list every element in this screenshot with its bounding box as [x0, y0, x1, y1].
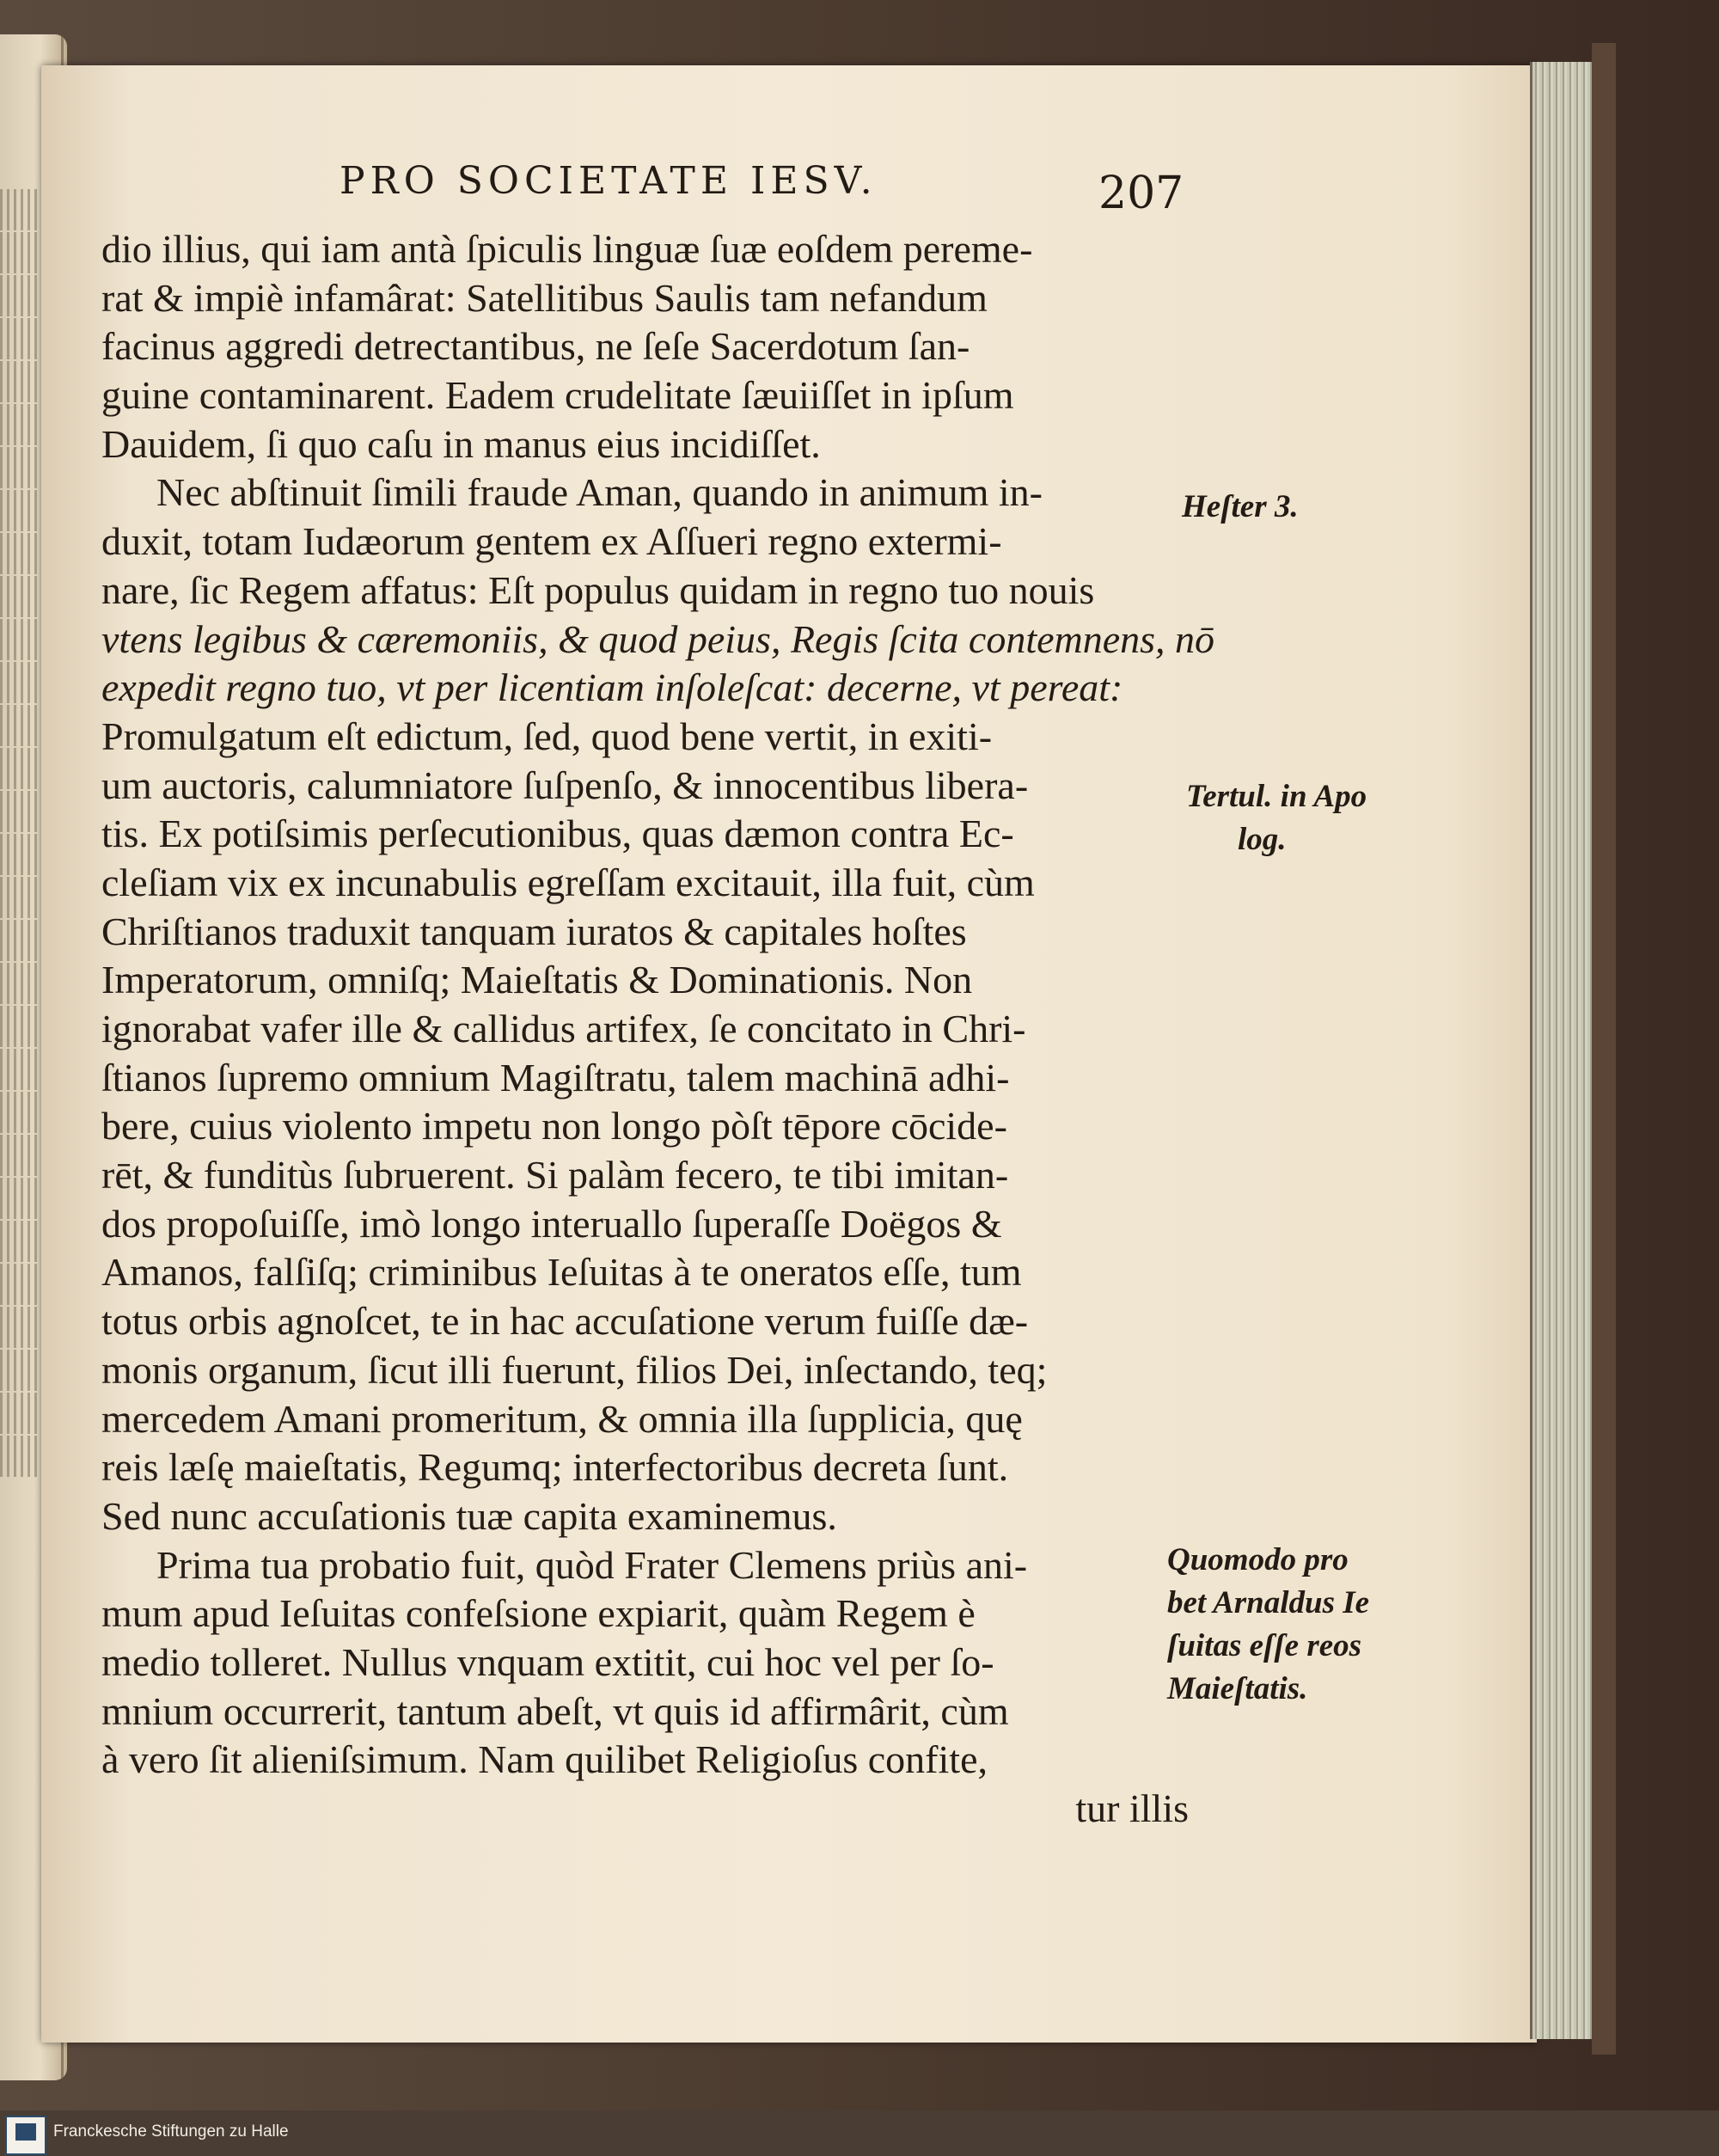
marginal-note-line: Tertul. in Apo — [1186, 779, 1367, 814]
text-line: dio illius, qui iam antà ſpiculis linguæ ſuæ eoſdem pereme- — [101, 227, 1033, 271]
text-line: Amanos, falſiſq; criminibus Ieſuitas à te oneratos eſſe, tum — [101, 1250, 1022, 1295]
text-line: medio tolleret. Nullus vnquam extitit, cui hoc vel per ſo- — [101, 1639, 994, 1684]
catchword: tur illis — [1075, 1786, 1189, 1830]
text-line: rat & impiè infamârat: Satellitibus Saulis tam nefandum — [101, 275, 988, 320]
text-line: vtens legibus & cæremoniis, & quod peius, Regis ſcita contemnens, nō — [101, 616, 1215, 661]
marginal-note-line: Quomodo pro — [1167, 1542, 1349, 1577]
marginal-note — [1167, 1539, 1369, 1711]
main-text-block — [101, 225, 1215, 1834]
marginal-note — [1182, 486, 1299, 529]
text-line: ignorabat vafer ille & callidus artifex, ſe concitato in Chri- — [101, 1007, 1026, 1050]
text-line: guine contaminarent. Eadem crudelitate ſæuiiſſet in ipſum — [101, 373, 1014, 418]
text-line: expedit regno tuo, vt per licentiam inſoleſcat: decerne, vt pereat: — [101, 665, 1123, 710]
foundation-logo-icon — [5, 2116, 46, 2155]
marginal-note-line: ſuitas eſſe reos — [1167, 1628, 1362, 1663]
text-line: mercedem Amani promeritum, & omnia illa ſupplicia, quę — [101, 1396, 1023, 1441]
text-line: tis. Ex potiſsimis perſecutionibus, quas dæmon contra Ec- — [101, 812, 1014, 856]
cover-board — [1592, 43, 1616, 2055]
page-number: 207 — [1098, 168, 1184, 219]
marginal-note-line: log. — [1238, 822, 1287, 857]
text-line: Promulgatum eſt edictum, ſed, quod bene vertit, in exiti- — [101, 714, 993, 758]
text-line: facinus aggredi detrectantibus, ne ſeſe Sacerdotum ſan- — [101, 324, 970, 369]
footer-bar — [0, 2110, 1719, 2156]
text-line: Dauidem, ſi quo caſu in manus eius incidiſſet. — [101, 421, 821, 466]
text-line: Sed nunc accuſationis tuæ capita examinemus. — [101, 1493, 837, 1538]
text-line: Imperatorum, omniſq; Maieſtatis & Dominationis. Non — [101, 958, 973, 1002]
text-line: duxit, totam Iudæorum gentem ex Aſſueri regno extermi- — [101, 519, 1002, 564]
text-line: monis organum, ſicut illi fuerunt, filios Dei, inſectando, teq; — [101, 1347, 1048, 1392]
text-line: nare, ſic Regem affatus: Eſt populus quidam in regno tuo nouis — [101, 567, 1095, 612]
text-line: reis læſę maieſtatis, Regumq; interfectoribus decreta ſunt. — [101, 1445, 1009, 1490]
page-edges — [1530, 62, 1594, 2039]
text-line: um auctoris, calumniatore ſuſpenſo, & innocentibus libera- — [101, 763, 1029, 807]
text-line: rēt, & funditùs ſubruerent. Si palàm fecero, te tibi imitan- — [101, 1153, 1009, 1197]
text-line: Nec abſtinuit ſimili fraude Aman, quando in animum in- — [156, 470, 1043, 515]
text-line: mum apud Ieſuitas confeſsione expiarit, quàm Regem è — [101, 1591, 976, 1636]
text-line: mnium occurrerit, tantum abeſt, vt quis id affirmârit, cùm — [101, 1688, 1009, 1733]
text-line: dos propoſuiſſe, imò longo interuallo ſuperaſſe Doëgos & — [101, 1201, 1002, 1246]
marginal-note-line: bet Arnaldus Ie — [1167, 1585, 1370, 1620]
text-line: totus orbis agnoſcet, te in hac accuſatione verum fuiſſe dæ- — [101, 1299, 1029, 1344]
marginal-note — [1186, 775, 1367, 861]
marginal-note-line: Maieſtatis. — [1167, 1671, 1308, 1706]
institution-name: Franckesche Stiftungen zu Halle — [53, 2122, 289, 2141]
text-line: à vero ſit alieniſsimum. Nam quilibet Religioſus confite, — [101, 1737, 988, 1782]
text-line: cleſiam vix ex incunabulis egreſſam excitauit, illa fuit, cùm — [101, 860, 1035, 904]
text-line: ſtianos ſupremo omnium Magiſtratu, talem machinā adhi- — [101, 1055, 1010, 1099]
text-line: bere, cuius violento impetu non longo pòſt tēpore cōcide- — [101, 1104, 1007, 1148]
marginal-note-line: Heſter 3. — [1182, 489, 1299, 524]
text-line: Prima tua probatio fuit, quòd Frater Clemens priùs ani- — [156, 1542, 1028, 1587]
running-title: PRO SOCIETATE IESV. — [340, 159, 878, 203]
text-line: Chriſtianos traduxit tanquam iuratos & capitales hoſtes — [101, 909, 967, 953]
